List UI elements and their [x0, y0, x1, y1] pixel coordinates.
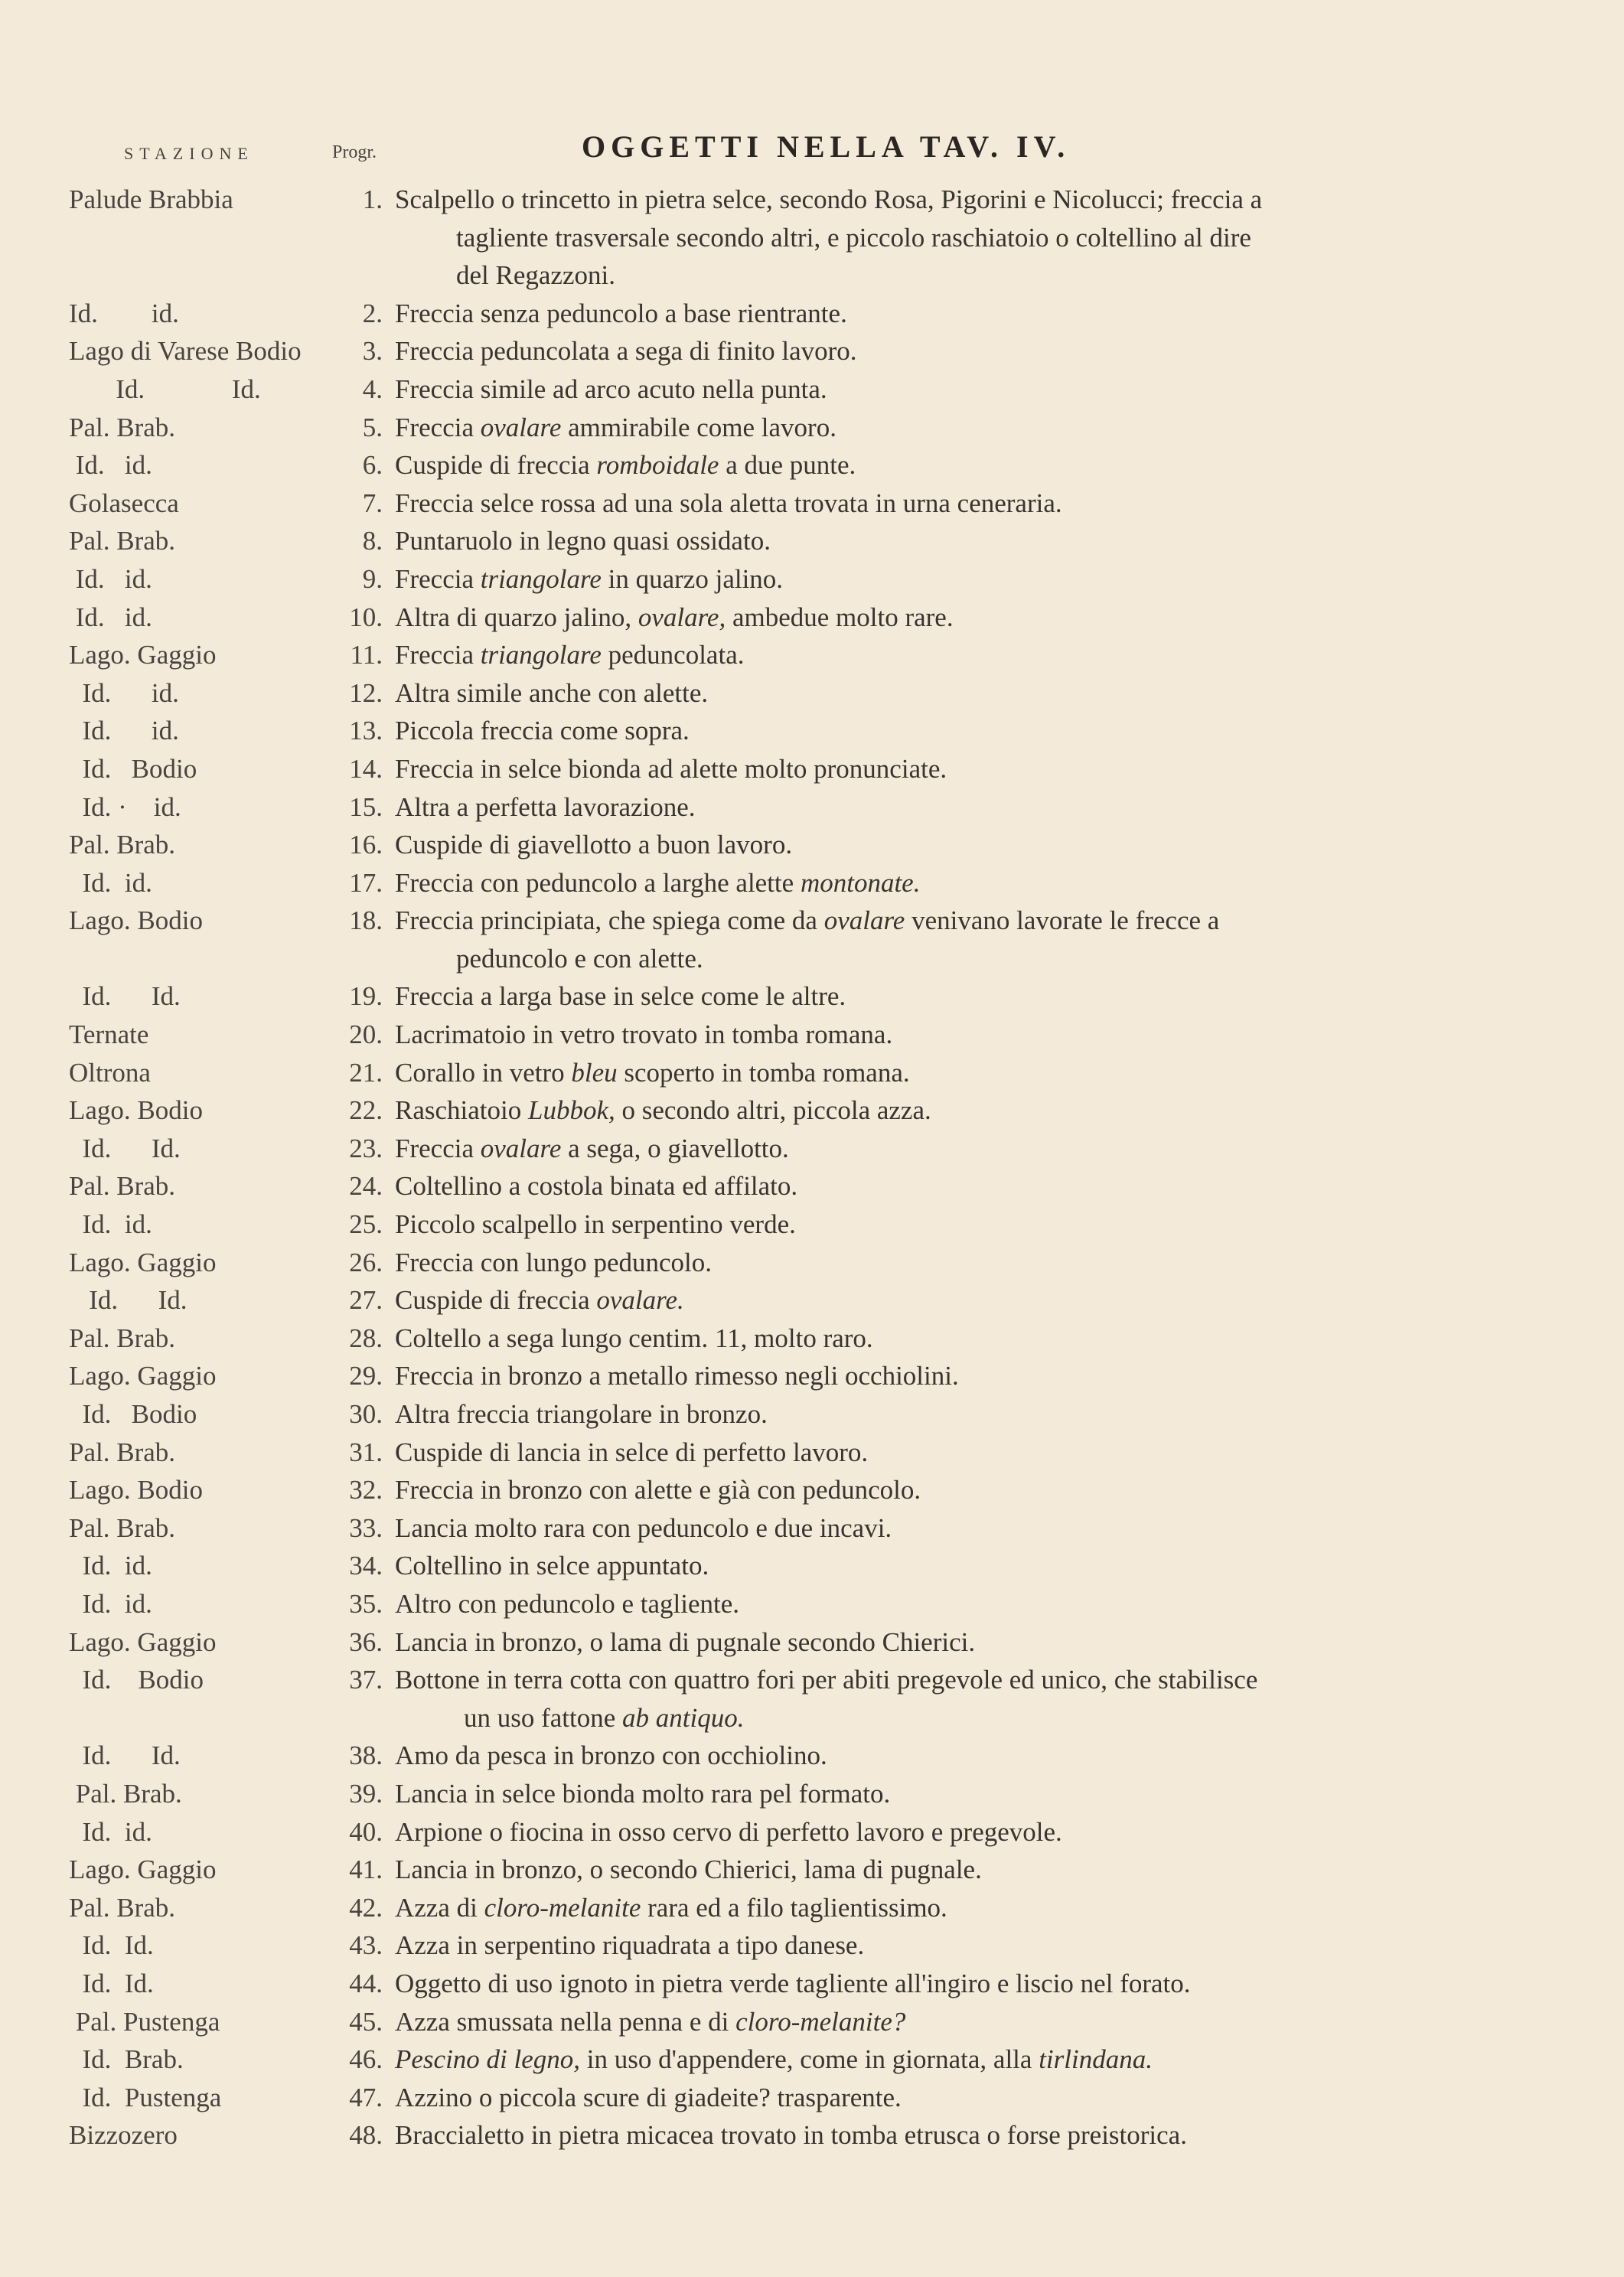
description-line: Cuspide di giavellotto a buon lavoro. [395, 830, 793, 860]
description-line: peduncolo e con alette. [456, 943, 703, 974]
description-line [395, 1058, 910, 1088]
station-name: Pal. Brab. [69, 526, 176, 556]
item-description [395, 1320, 1482, 1358]
station-name: Id. id. [69, 677, 179, 708]
item-description [395, 977, 1482, 1016]
description-line: Bottone in terra cotta con quattro fori per abiti pregevole ed unico, che stabilisce [395, 1665, 1258, 1695]
item-description [395, 181, 1482, 295]
list-item [0, 788, 1624, 827]
list-item [0, 599, 1624, 637]
list-item [0, 1281, 1624, 1320]
item-description [395, 674, 1482, 713]
italic-term: ovalare [480, 1133, 562, 1163]
item-number: 20. [349, 1019, 383, 1050]
list-item [0, 1775, 1624, 1813]
station-name: Pal. Brab. [69, 1778, 182, 1809]
list-item [0, 409, 1624, 447]
item-number: 16. [349, 830, 383, 860]
list-item [0, 1737, 1624, 1775]
station-name: Id. Id. [69, 1930, 154, 1961]
italic-term: Pescino di legno, [395, 2044, 581, 2075]
italic-term: tirlindana. [1039, 2044, 1153, 2075]
italic-term: cloro-melanite? [735, 2006, 906, 2037]
station-name: Pal. Brab. [69, 1437, 176, 1467]
description-line: Lancia in bronzo, o lama di pugnale secondo Chierici. [395, 1626, 976, 1657]
item-description [395, 902, 1482, 977]
description-line: Cuspide di lancia in selce di perfetto lavoro. [395, 1437, 869, 1467]
station-name: Id. id. [69, 563, 152, 594]
item-number: 23. [349, 1133, 383, 1163]
item-number: 44. [349, 1968, 383, 1998]
item-description [395, 1889, 1482, 1927]
list-item [0, 977, 1624, 1016]
item-number: 25. [349, 1209, 383, 1240]
item-number: 27. [349, 1285, 383, 1316]
description-line: Oggetto di uso ignoto in pietra verde tagliente all'ingiro e liscio nel forato. [395, 1968, 1191, 1998]
description-line: Amo da pesca in bronzo con occhiolino. [395, 1740, 827, 1771]
station-name: Id. Id. [69, 1740, 181, 1771]
description-line: Piccolo scalpello in serpentino verde. [395, 1209, 796, 1240]
item-description [395, 636, 1482, 674]
description-line: Azzino o piccola scure di giadeite? trasparente. [395, 2082, 902, 2112]
item-number: 18. [349, 905, 383, 936]
item-number: 41. [349, 1855, 383, 1885]
station-name: Id. id. [69, 602, 152, 632]
item-description [395, 522, 1482, 560]
item-description [395, 560, 1482, 599]
list-item [0, 712, 1624, 750]
list-item [0, 1357, 1624, 1395]
item-description [395, 484, 1482, 523]
item-number: 6. [362, 450, 383, 481]
item-number: 29. [349, 1361, 383, 1391]
list-item [0, 446, 1624, 484]
description-line: Azza in serpentino riquadrata a tipo danese. [395, 1930, 865, 1961]
item-description [395, 712, 1482, 750]
station-name: Id. id. [69, 1816, 152, 1847]
item-description [395, 750, 1482, 788]
description-line: Freccia senza peduncolo a base rientrante. [395, 298, 847, 328]
item-description [395, 2079, 1482, 2117]
item-description [395, 332, 1482, 370]
description-text: Altra di quarzo jalino, [395, 602, 638, 632]
description-text: Freccia con peduncolo a larghe alette [395, 867, 801, 898]
description-text: Azza di [395, 1892, 484, 1923]
description-line: Freccia con lungo peduncolo. [395, 1247, 713, 1277]
item-description [395, 1281, 1482, 1320]
item-number: 22. [349, 1095, 383, 1126]
item-description [395, 295, 1482, 333]
italic-term: triangolare [480, 640, 602, 670]
description-line [395, 450, 856, 480]
description-line [395, 640, 744, 670]
list-item [0, 1585, 1624, 1623]
station-name: Golasecca [69, 488, 179, 518]
description-text: Azza smussata nella penna e di [395, 2006, 736, 2037]
description-line: Altra freccia triangolare in bronzo. [395, 1399, 768, 1430]
item-description [395, 2116, 1482, 2155]
item-description [395, 1623, 1482, 1662]
item-number: 30. [349, 1399, 383, 1430]
list-item [0, 864, 1624, 902]
item-description [395, 826, 1482, 864]
list-item [0, 1091, 1624, 1130]
description-text: venivano lavorate le frecce a [905, 905, 1220, 936]
item-number: 34. [349, 1551, 383, 1581]
description-line: del Regazzoni. [456, 260, 615, 291]
description-text: peduncolata. [601, 640, 745, 670]
item-number: 38. [349, 1740, 383, 1771]
item-number: 28. [349, 1323, 383, 1353]
list-item [0, 1016, 1624, 1054]
description-line: Coltello a sega lungo centim. 11, molto raro. [395, 1323, 873, 1353]
list-item [0, 522, 1624, 560]
description-line [395, 1893, 947, 1923]
station-name: Id. Id. [69, 1133, 181, 1163]
item-description [395, 1130, 1482, 1168]
station-name: Lago. Bodio [69, 1475, 203, 1505]
item-number: 37. [349, 1665, 383, 1695]
description-line [395, 602, 954, 632]
item-description [395, 1547, 1482, 1585]
station-name: Id. Bodio [69, 1399, 197, 1430]
description-text: Freccia [395, 563, 481, 594]
item-number: 5. [362, 412, 383, 442]
item-number: 9. [362, 563, 383, 594]
list-item [0, 1851, 1624, 1889]
description-line [395, 2007, 905, 2037]
list-item [0, 902, 1624, 977]
list-item [0, 1395, 1624, 1434]
station-name: Pal. Brab. [69, 830, 176, 860]
description-line: Freccia in bronzo a metallo rimesso negli occhiolini. [395, 1361, 959, 1391]
item-description [395, 1167, 1482, 1205]
description-line: Arpione o fiocina in osso cervo di perfetto lavoro e pregevole. [395, 1816, 1062, 1847]
item-description [395, 2003, 1482, 2041]
item-number: 33. [349, 1512, 383, 1543]
station-name: Id. Pustenga [69, 2082, 222, 2112]
description-line: Freccia a larga base in selce come le altre. [395, 981, 846, 1012]
description-line: Lacrimatoio in vetro trovato in tomba romana. [395, 1019, 893, 1050]
list-item [0, 1244, 1624, 1282]
table-header [0, 129, 1624, 167]
station-name: Lago. Bodio [69, 1095, 203, 1126]
list-item [0, 674, 1624, 713]
item-number: 42. [349, 1892, 383, 1923]
description-line: Scalpello o trincetto in pietra selce, secondo Rosa, Pigorini e Nicolucci; freccia a [395, 184, 1263, 214]
list-item [0, 370, 1624, 409]
italic-term: ovalare [480, 412, 562, 442]
italic-term: bleu [571, 1057, 618, 1088]
list-item [0, 560, 1624, 599]
header-prog: Progr. [332, 142, 377, 162]
item-number: 21. [349, 1057, 383, 1088]
description-line: Piccola freccia come sopra. [395, 716, 690, 746]
item-number: 24. [349, 1171, 383, 1202]
station-name: Pal. Brab. [69, 412, 176, 442]
item-description [395, 1054, 1482, 1092]
description-line: Freccia in bronzo con alette e già con peduncolo. [395, 1475, 921, 1505]
item-number: 48. [349, 2120, 383, 2151]
list-item [0, 1509, 1624, 1548]
station-name: Palude Brabbia [69, 184, 233, 214]
item-number: 19. [349, 981, 383, 1012]
item-description [395, 1661, 1482, 1737]
list-item [0, 1965, 1624, 2003]
description-line: Freccia selce rossa ad una sola aletta trovata in urna ceneraria. [395, 488, 1062, 518]
description-line [395, 2044, 1153, 2074]
station-name: Lago. Bodio [69, 905, 203, 936]
list-item [0, 636, 1624, 674]
description-text: Freccia [395, 1133, 481, 1163]
list-item [0, 2040, 1624, 2079]
item-description [395, 446, 1482, 484]
station-name: Id. · id. [69, 791, 181, 822]
station-name: Oltrona [69, 1057, 151, 1088]
station-name: Id. id. [69, 1209, 152, 1240]
station-name: Lago. Gaggio [69, 1361, 217, 1391]
description-text: Freccia [395, 640, 481, 670]
description-line: Puntaruolo in legno quasi ossidato. [395, 526, 771, 556]
item-description [395, 1965, 1482, 2003]
description-text: in quarzo jalino. [601, 563, 784, 594]
description-line: Altra simile anche con alette. [395, 677, 709, 708]
italic-term: ovalare [823, 905, 905, 936]
item-number: 7. [362, 488, 383, 518]
item-description [395, 1813, 1482, 1851]
item-description [395, 1851, 1482, 1889]
station-name: Id. Bodio [69, 1665, 204, 1695]
description-text: un uso fattone [464, 1702, 623, 1733]
description-line [395, 1285, 684, 1315]
list-item [0, 1320, 1624, 1358]
item-number: 14. [349, 753, 383, 784]
station-name: Pal. Brab. [69, 1892, 176, 1923]
description-line: Lancia in bronzo, o secondo Chierici, lama di pugnale. [395, 1855, 982, 1885]
station-name: Pal. Brab. [69, 1323, 176, 1353]
list-item [0, 1926, 1624, 1965]
description-text: ammirabile come lavoro. [561, 412, 836, 442]
item-description [395, 1244, 1482, 1282]
description-line [395, 1699, 1482, 1737]
description-text: ambedue molto rare. [726, 602, 954, 632]
description-text: o secondo altri, piccola azza. [615, 1095, 931, 1126]
description-line [395, 905, 1219, 935]
list-item [0, 484, 1624, 523]
description-line [395, 413, 836, 442]
item-number: 43. [349, 1930, 383, 1961]
list-item [0, 750, 1624, 788]
list-item [0, 1205, 1624, 1244]
station-name: Lago di Varese Bodio [69, 336, 302, 367]
item-number: 36. [349, 1626, 383, 1657]
item-number: 45. [349, 2006, 383, 2037]
description-line: Lancia molto rara con peduncolo e due incavi. [395, 1512, 892, 1543]
italic-term: ovalare, [638, 602, 726, 632]
italic-term: ab antiquo. [622, 1702, 745, 1733]
station-name: Pal. Brab. [69, 1171, 176, 1202]
description-text: a sega, o giavellotto. [561, 1133, 789, 1163]
item-number: 1. [362, 184, 383, 214]
item-number: 47. [349, 2082, 383, 2112]
italic-term: ovalare. [596, 1285, 684, 1316]
item-description [395, 2040, 1482, 2079]
item-description [395, 599, 1482, 637]
list-item [0, 1889, 1624, 1927]
station-name: Id. Id. [69, 981, 181, 1012]
description-text: Raschiatoio [395, 1095, 528, 1126]
list-item [0, 1471, 1624, 1509]
header-station: STAZIONE [124, 144, 254, 163]
description-text: in uso d'appendere, come in giornata, alla [580, 2044, 1039, 2075]
list-item [0, 1167, 1624, 1205]
station-name: Id. Id. [69, 1285, 188, 1316]
station-name: Id. id. [69, 716, 179, 746]
list-item [0, 181, 1624, 295]
list-item [0, 2079, 1624, 2117]
description-line: Altro con peduncolo e tagliente. [395, 1588, 739, 1619]
list-item [0, 826, 1624, 864]
item-description [395, 1205, 1482, 1244]
station-name: Id. Bodio [69, 753, 197, 784]
catalogue-list [0, 181, 1624, 2155]
item-number: 4. [362, 374, 383, 404]
item-number: 8. [362, 526, 383, 556]
description-line: tagliente trasversale secondo altri, e piccolo raschiatoio o coltellino al dire [456, 222, 1251, 253]
description-line: Freccia peduncolata a sega di finito lavoro. [395, 336, 857, 367]
item-description [395, 409, 1482, 447]
list-item [0, 1813, 1624, 1851]
item-number: 40. [349, 1816, 383, 1847]
list-item [0, 295, 1624, 333]
item-number: 13. [349, 716, 383, 746]
item-description [395, 1585, 1482, 1623]
description-line: Lancia in selce bionda molto rara pel formato. [395, 1778, 891, 1809]
list-item [0, 1054, 1624, 1092]
item-number: 17. [349, 867, 383, 898]
item-description [395, 1434, 1482, 1472]
italic-term: romboidale [596, 450, 719, 481]
description-line: Coltellino a costola binata ed affilato. [395, 1171, 798, 1202]
description-line: Braccialetto in pietra micacea trovato in tomba etrusca o forse preistorica. [395, 2120, 1187, 2151]
italic-term: Lubbok, [528, 1095, 615, 1126]
item-number: 15. [349, 791, 383, 822]
description-text: Freccia [395, 412, 481, 442]
station-name: Id. id. [69, 1551, 152, 1581]
description-text: scoperto in tomba romana. [617, 1057, 910, 1088]
station-name: Lago. Gaggio [69, 1626, 217, 1657]
description-text: Cuspide di freccia [395, 1285, 597, 1316]
list-item [0, 1661, 1624, 1737]
station-name: Pal. Brab. [69, 1512, 176, 1543]
item-description [395, 1509, 1482, 1548]
list-item [0, 1623, 1624, 1662]
item-number: 35. [349, 1588, 383, 1619]
list-item [0, 332, 1624, 370]
item-description [395, 1775, 1482, 1813]
item-number: 39. [349, 1778, 383, 1809]
item-number: 46. [349, 2044, 383, 2075]
item-number: 10. [349, 602, 383, 632]
list-item [0, 1547, 1624, 1585]
station-name: Pal. Pustenga [69, 2006, 220, 2037]
item-description [395, 1016, 1482, 1054]
item-description [395, 1471, 1482, 1509]
item-number: 32. [349, 1475, 383, 1505]
italic-term: montonate. [800, 867, 921, 898]
description-line: Freccia in selce bionda ad alette molto pronunciate. [395, 753, 947, 784]
station-name: Id. id. [69, 1588, 152, 1619]
description-line [395, 868, 920, 898]
list-item [0, 2116, 1624, 2155]
item-number: 3. [362, 336, 383, 367]
item-description [395, 1357, 1482, 1395]
list-item [0, 2003, 1624, 2041]
description-text: Freccia principiata, che spiega come da [395, 905, 824, 936]
station-name: Id. Brab. [69, 2044, 184, 2075]
item-number: 26. [349, 1247, 383, 1277]
item-number: 31. [349, 1437, 383, 1467]
item-number: 2. [362, 298, 383, 328]
description-text: Cuspide di freccia [395, 450, 597, 481]
italic-term: triangolare [480, 563, 602, 594]
list-item [0, 1130, 1624, 1168]
list-item [0, 1434, 1624, 1472]
station-name: Id. id. [69, 298, 179, 328]
page-title: OGGETTI NELLA TAV. IV. [582, 129, 1071, 164]
description-line [395, 1134, 789, 1163]
station-name: Ternate [69, 1019, 149, 1050]
station-name: Id. id. [69, 867, 152, 898]
station-name: Id. Id. [69, 374, 261, 404]
station-name: Lago. Gaggio [69, 1247, 217, 1277]
item-description [395, 1091, 1482, 1130]
station-name: Id. id. [69, 450, 152, 481]
item-description [395, 370, 1482, 409]
description-line: Freccia simile ad arco acuto nella punta. [395, 374, 827, 404]
description-line: Altra a perfetta lavorazione. [395, 791, 696, 822]
italic-term: cloro-melanite [484, 1892, 641, 1923]
description-line [395, 1095, 931, 1125]
station-name: Lago. Gaggio [69, 640, 217, 670]
item-description [395, 1926, 1482, 1965]
station-name: Bizzozero [69, 2120, 178, 2151]
item-description [395, 1737, 1482, 1775]
description-line: Coltellino in selce appuntato. [395, 1551, 709, 1581]
description-text: Corallo in vetro [395, 1057, 572, 1088]
item-description [395, 864, 1482, 902]
description-text: rara ed a filo taglientissimo. [641, 1892, 947, 1923]
item-description [395, 1395, 1482, 1434]
description-line [395, 564, 783, 594]
station-name: Lago. Gaggio [69, 1855, 217, 1885]
item-number: 12. [349, 677, 383, 708]
item-number: 11. [350, 640, 383, 670]
item-description [395, 788, 1482, 827]
description-text: a due punte. [719, 450, 856, 481]
station-name: Id. Id. [69, 1968, 154, 1998]
